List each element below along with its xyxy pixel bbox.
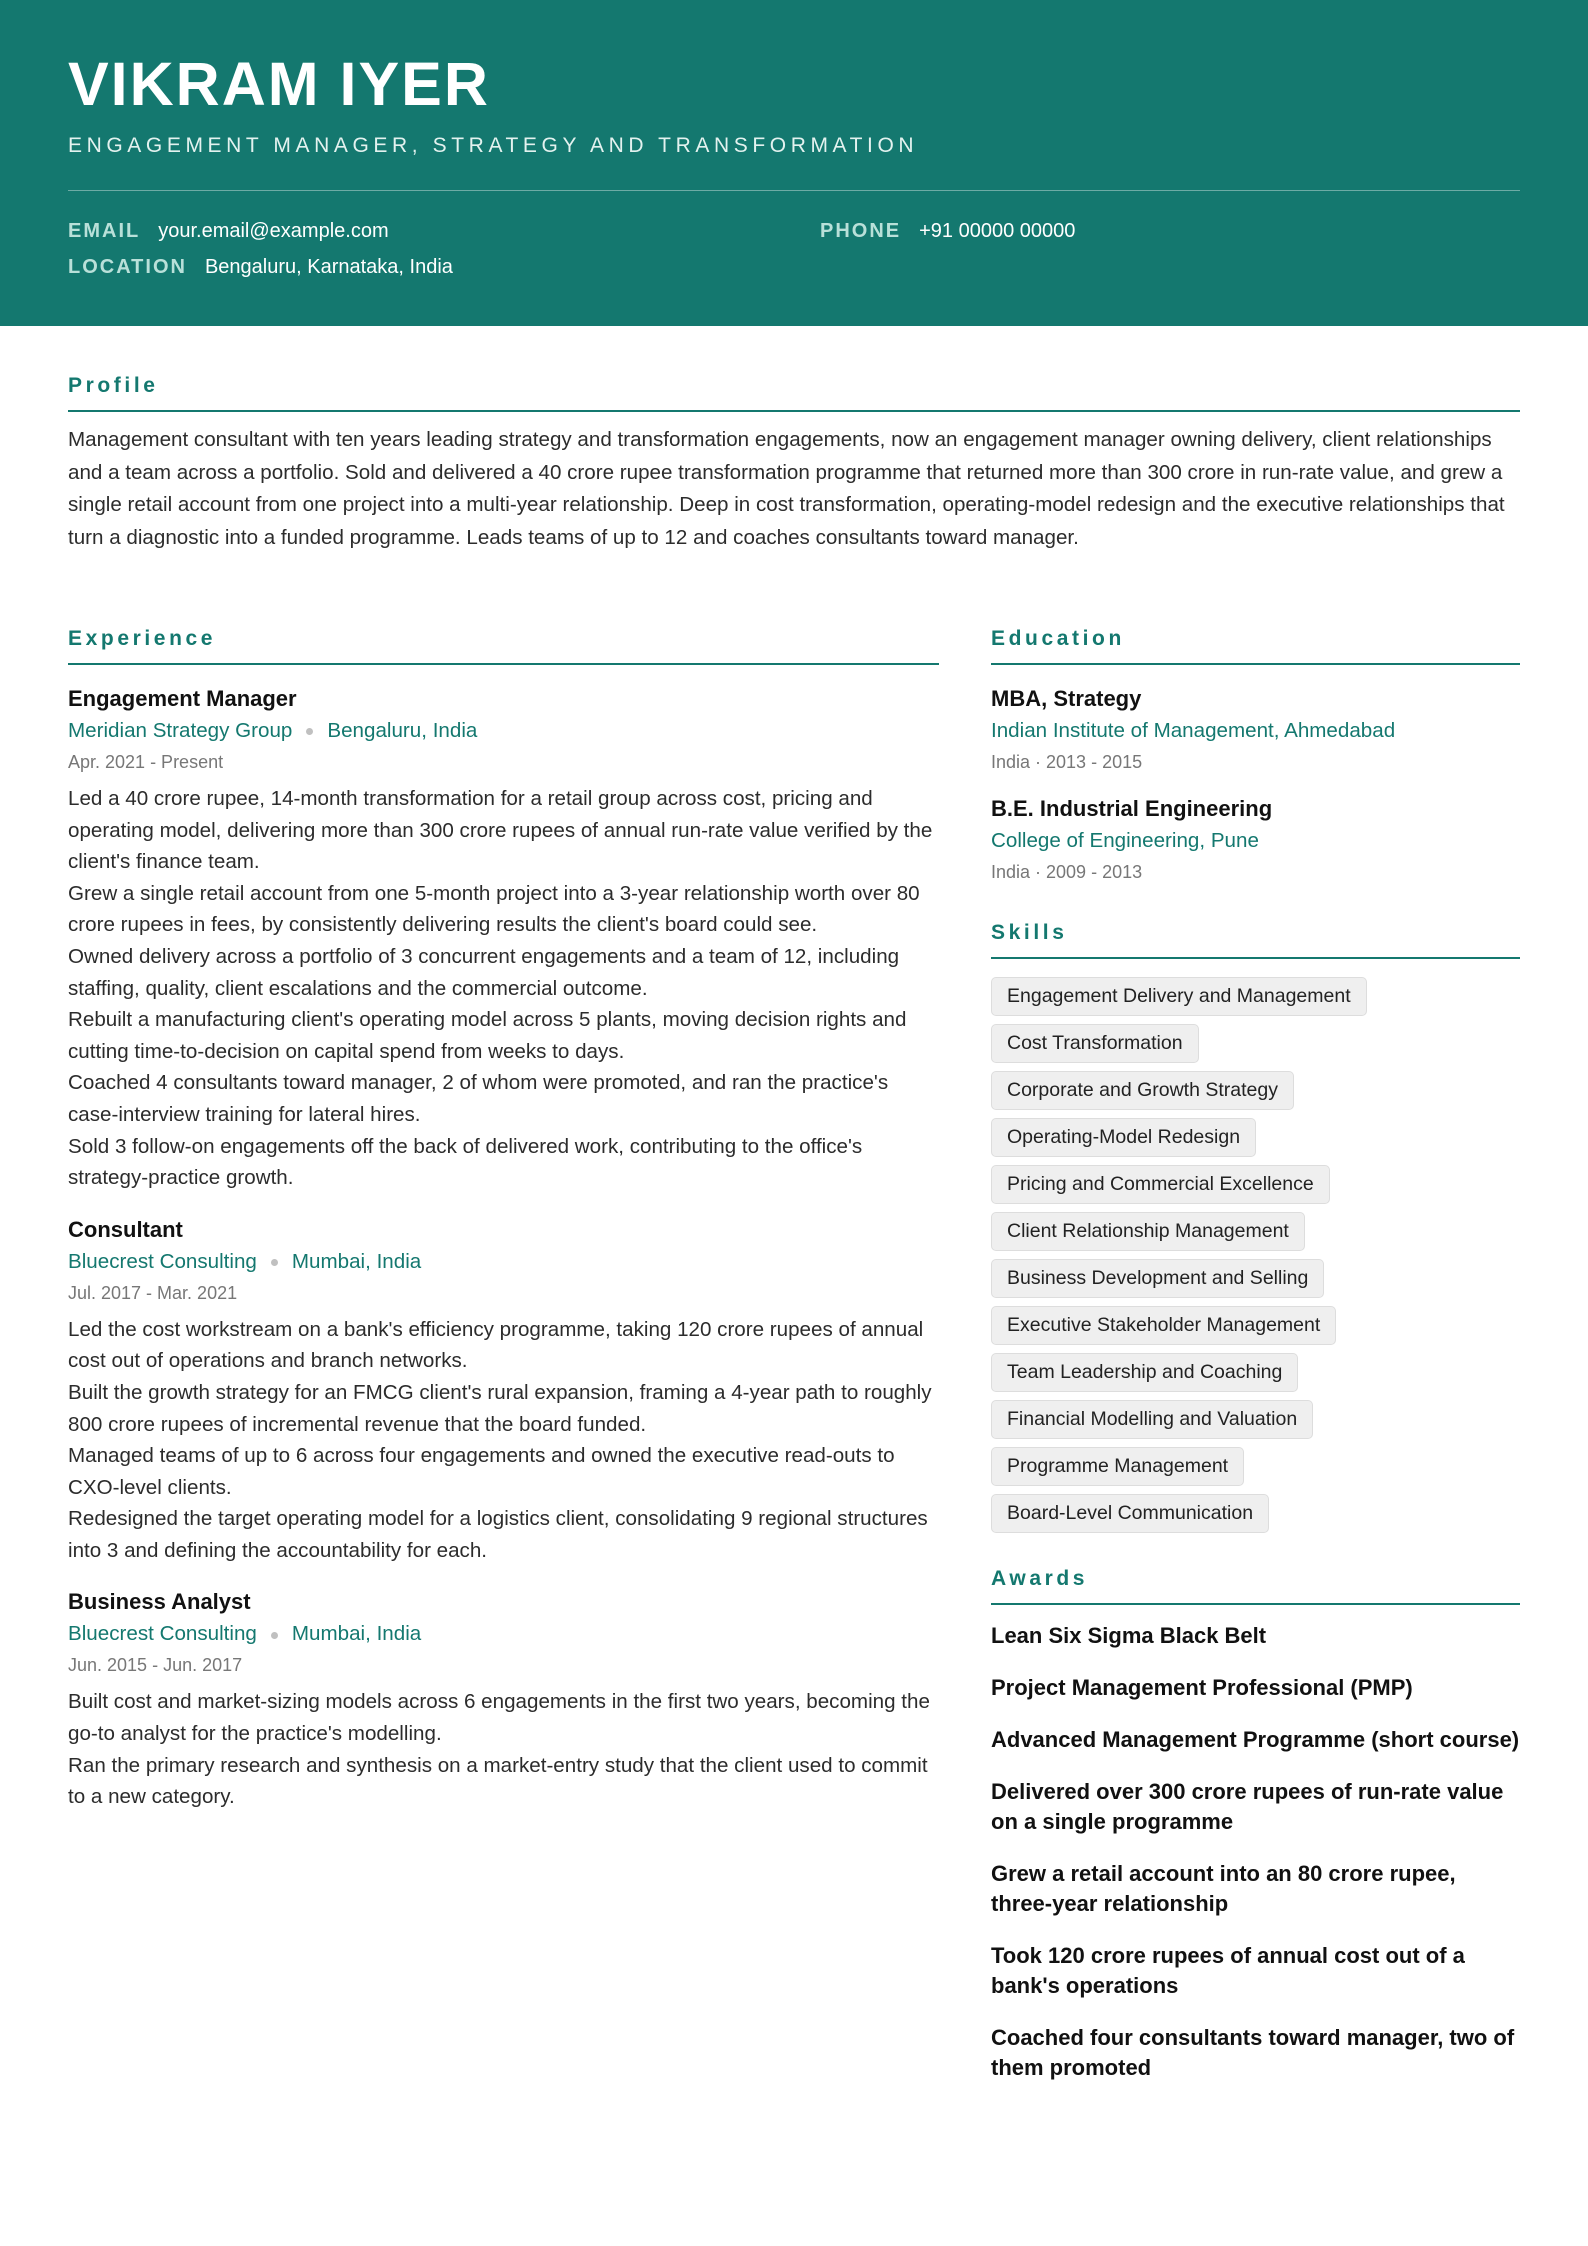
job-title: Business Analyst [68, 1589, 251, 1615]
experience-title: Experience [68, 625, 939, 665]
job-bullet: Grew a single retail account from one 5-month project into a 3-year relationship worth over 80 crore rupees in fees, by consistently delivering results the client's board could see. [68, 881, 920, 937]
skill-tag: Programme Management [991, 1447, 1244, 1486]
award-item: Project Management Professional (PMP) [991, 1675, 1413, 1700]
header-divider [68, 190, 1520, 191]
separator-dot [271, 1259, 278, 1266]
skills-section [991, 919, 1520, 1533]
job-dates: Jun. 2015 - Jun. 2017 [68, 1655, 243, 1676]
email-value[interactable]: your.email@example.com [158, 220, 389, 242]
job-company: Bluecrest Consulting [68, 1622, 257, 1646]
award-item: Grew a retail account into an 80 crore rupee, three-year relationship [991, 1861, 1456, 1916]
skill-tag: Executive Stakeholder Management [991, 1306, 1336, 1345]
job-bullet: Led a 40 crore rupee, 14-month transformation for a retail group across cost, pricing and operating model, delivering more than 300 crore rupees of annual run-rate value verified by the client's finance team. [68, 787, 933, 874]
location-label: LOCATION [68, 256, 187, 278]
phone-label: PHONE [820, 220, 902, 242]
profile-text: Management consultant with ten years leading strategy and transformation engagements, now an engagement manager owning delivery, client relationships and a team across a portfolio. Sold and delivered a 40 crore rupee transformation programme that returned more than 300 crore in run-rate value, and grew a single retail account from one project into a multi-year relationship. Deep in cost transformation, operating-model redesign and the executive relationships that turn a diagnostic into a funded programme. Leads teams of up to 12 and coaches consultants toward manager. [68, 428, 1505, 549]
email-label: EMAIL [68, 220, 141, 242]
phone-value[interactable]: +91 00000 00000 [919, 220, 1076, 242]
skill-tag: Cost Transformation [991, 1024, 1199, 1063]
award-item: Delivered over 300 crore rupees of run-rate value on a single programme [991, 1779, 1504, 1834]
job-title: Engagement Manager [68, 686, 297, 711]
job-bullets [68, 1686, 939, 1812]
job-bullet: Ran the primary research and synthesis on a market-entry study that the client used to commit to a new category. [68, 1753, 928, 1809]
sidebar-column [991, 625, 1520, 2105]
contact-email [68, 217, 389, 245]
contact-phone [820, 217, 1075, 245]
skill-tag: Financial Modelling and Valuation [991, 1400, 1313, 1439]
job-company: Bluecrest Consulting [68, 1249, 257, 1273]
job-bullet: Built cost and market-sizing models across 6 engagements in the first two years, becoming the go-to analyst for the practice's modelling. [68, 1690, 930, 1746]
award-item: Lean Six Sigma Black Belt [991, 1623, 1267, 1648]
job-bullet: Owned delivery across a portfolio of 3 concurrent engagements and a team of 12, including staffing, quality, client escalations and the commercial outcome. [68, 944, 900, 1000]
skills-list [991, 977, 1520, 1533]
education-entry [991, 793, 1520, 887]
award-item: Took 120 crore rupees of annual cost out of a bank's operations [991, 1943, 1465, 1998]
skill-tag: Team Leadership and Coaching [991, 1353, 1298, 1392]
skill-tag: Operating-Model Redesign [991, 1118, 1256, 1157]
location-value: Bengaluru, Karnataka, India [204, 256, 453, 278]
job-entry [68, 1214, 939, 1567]
school-name: College of Engineering, Pune [991, 829, 1259, 852]
separator-dot [306, 728, 313, 735]
awards-list [991, 1621, 1520, 2083]
school-name: Indian Institute of Management, Ahmedabad [991, 719, 1396, 742]
job-title: Consultant [68, 1216, 183, 1242]
skill-tag: Business Development and Selling [991, 1259, 1324, 1298]
job-dates: Apr. 2021 - Present [68, 752, 224, 772]
job-bullet: Coached 4 consultants toward manager, 2 of whom were promoted, and ran the practice's case-interview training for lateral hires. [68, 1071, 889, 1126]
degree-title: MBA, Strategy [991, 686, 1142, 711]
job-meta [68, 1246, 939, 1278]
candidate-name: VIKRAM IYER [68, 50, 490, 118]
degree-title: B.E. Industrial Engineering [991, 796, 1273, 821]
profile-title: Profile [68, 372, 1520, 412]
education-entry [991, 683, 1520, 777]
skill-tag: Pricing and Commercial Excellence [991, 1165, 1330, 1204]
education-details: India · 2009 - 2013 [991, 862, 1143, 882]
job-bullet: Led the cost workstream on a bank's efficiency programme, taking 120 crore rupees of annual cost out of operations and branch networks. [68, 1317, 924, 1373]
profile-section [68, 372, 1520, 554]
job-bullet: Managed teams of up to 6 across four engagements and owned the executive read-outs to CXO-level clients. [68, 1444, 895, 1499]
education-title: Education [991, 625, 1520, 665]
skill-tag: Engagement Delivery and Management [991, 977, 1367, 1016]
skill-tag: Board-Level Communication [991, 1494, 1269, 1533]
job-bullets [68, 783, 939, 1194]
job-dates: Jul. 2017 - Mar. 2021 [68, 1282, 238, 1303]
job-bullet: Redesigned the target operating model for a logistics client, consolidating 9 regional structures into 3 and defining the accountability for each. [68, 1507, 928, 1562]
job-company: Meridian Strategy Group [68, 719, 293, 742]
awards-title: Awards [991, 1565, 1520, 1605]
experience-section [68, 625, 939, 1813]
job-location: Mumbai, India [291, 1622, 422, 1646]
job-bullet: Sold 3 follow-on engagements off the back of delivered work, contributing to the office's strategy-practice growth. [68, 1134, 863, 1190]
skills-title: Skills [991, 919, 1520, 959]
job-location: Bengaluru, India [327, 719, 478, 742]
job-entry [68, 1586, 939, 1812]
awards-section [991, 1565, 1520, 2083]
job-entry [68, 683, 939, 1194]
job-location: Mumbai, India [291, 1249, 422, 1273]
job-meta [68, 1618, 939, 1650]
skill-tag: Corporate and Growth Strategy [991, 1071, 1294, 1110]
resume-header [0, 0, 1588, 326]
separator-dot [271, 1632, 278, 1639]
candidate-role: ENGAGEMENT MANAGER, STRATEGY AND TRANSFORMATION [68, 134, 919, 157]
award-item: Advanced Management Programme (short course) [991, 1727, 1520, 1752]
award-item: Coached four consultants toward manager, two of them promoted [991, 2025, 1515, 2080]
job-bullets [68, 1314, 939, 1567]
job-meta [68, 715, 939, 747]
education-section [991, 625, 1520, 887]
contact-location [68, 253, 453, 281]
education-details: India · 2013 - 2015 [991, 752, 1143, 772]
job-bullet: Built the growth strategy for an FMCG client's rural expansion, framing a 4-year path to roughly 800 crore rupees of incremental revenue that the board funded. [68, 1380, 932, 1436]
job-bullet: Rebuilt a manufacturing client's operating model across 5 plants, moving decision rights and cutting time-to-decision on capital spend from weeks to days. [68, 1008, 907, 1063]
skill-tag: Client Relationship Management [991, 1212, 1305, 1251]
